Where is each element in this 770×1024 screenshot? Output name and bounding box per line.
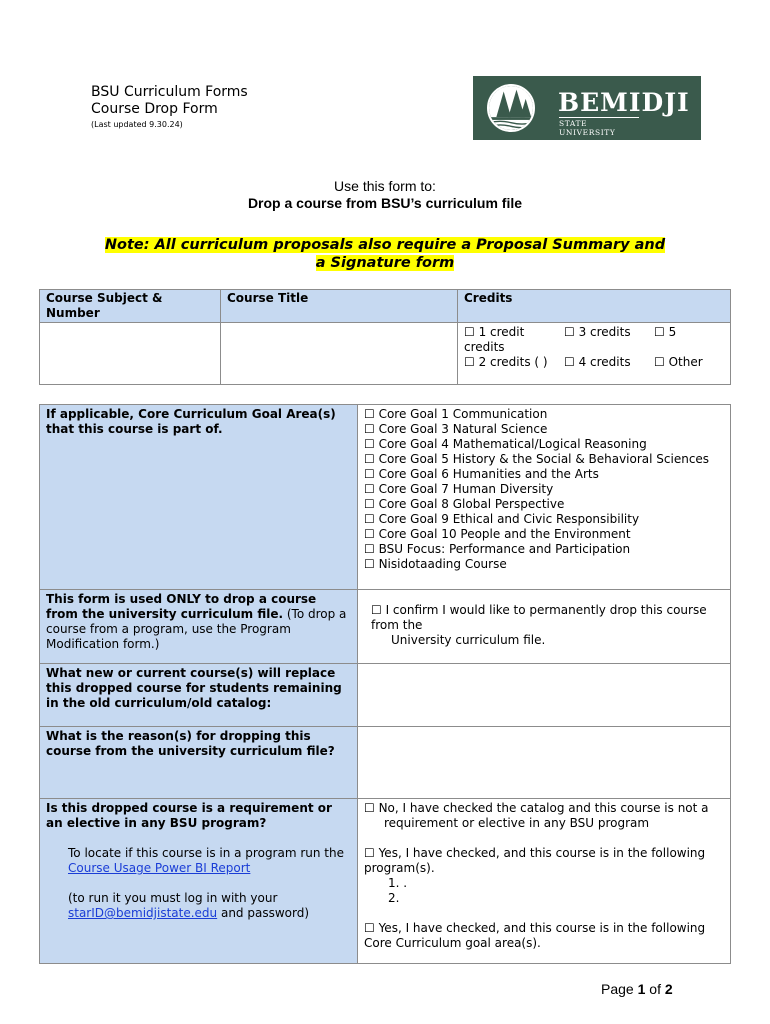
reason-label: What is the reason(s) for dropping this course from the university curriculum file? [40,727,358,799]
login-text-end: and password) [217,906,310,920]
course-title-field[interactable] [221,323,458,385]
intro-purpose: Drop a course from BSU’s curriculum file [247,195,523,211]
course-subject-field[interactable] [40,323,221,385]
logo-name: BEMIDJI [558,88,690,117]
requirement-label: Is this dropped course is a requirement or an elective in any BSU program? [46,801,332,830]
starid-email-link[interactable]: starID@bemidjistate.edu [68,906,218,920]
goal-6-checkbox[interactable]: ☐ Core Goal 6 Humanities and the Arts [364,467,599,481]
confirm-drop-checkbox[interactable]: ☐ I confirm I would like to permanently drop this course from the [371,603,707,632]
page-of: of [645,981,665,997]
confirm-drop-cell [358,590,731,664]
course-drop-table [39,404,731,964]
replacement-field[interactable] [358,664,731,727]
credit-2-checkbox[interactable]: ☐ 2 credits ( ) [464,355,548,369]
no-requirement-text: requirement or elective in any BSU program [384,816,650,830]
header-title: BSU Curriculum Forms [91,84,248,100]
last-updated: (Last updated 9.30.24) [91,120,183,129]
credit-3-checkbox[interactable]: ☐ 3 credits [564,325,631,339]
reason-field[interactable] [358,727,731,799]
course-info-table [39,289,731,385]
goal-3-checkbox[interactable]: ☐ Core Goal 3 Natural Science [364,422,548,436]
goal-10-checkbox[interactable]: ☐ Core Goal 10 People and the Environment [364,527,631,541]
header-subtitle: Course Drop Form [91,101,218,117]
pine-trees-icon [487,84,535,132]
page-total: 2 [664,981,673,997]
requirement-label-cell [40,799,358,964]
page-current: 1 [637,981,646,997]
goal-1-checkbox[interactable]: ☐ Core Goal 1 Communication [364,407,548,421]
replacement-label: What new or current course(s) will replace this dropped course for students remaining in the old curriculum/old catalog: [40,664,358,727]
form-header [91,84,248,131]
page-number [601,981,673,997]
col-title-header: Course Title [221,290,458,323]
yes-core-checkbox[interactable]: ☐ Yes, I have checked, and this course is in the following Core Curriculum goal area(s). [364,921,706,950]
credit-5-checkbox[interactable]: ☐ 5 [654,325,677,339]
login-text: (to run it you must log in with your [68,891,278,905]
goal-5-checkbox[interactable]: ☐ Core Goal 5 History & the Social & Behavioral Sciences [364,452,710,466]
note-line-1: Note: All curriculum proposals also require a Proposal Summary and [104,237,666,253]
only-drop-bold: This form is used ONLY to drop a course from the university curriculum file. [46,592,317,621]
note-line-2: a Signature form [315,255,455,271]
credit-4-checkbox[interactable]: ☐ 4 credits [564,355,631,369]
col-credits-header: Credits [458,290,731,323]
locate-instructions [46,846,351,876]
logo-subtitle: STATE UNIVERSITY [559,117,639,137]
credits-options [458,323,731,385]
goal-9-checkbox[interactable]: ☐ Core Goal 9 Ethical and Civic Responsibility [364,512,640,526]
program-list-item-2[interactable]: 2. [388,891,400,905]
goal-7-checkbox[interactable]: ☐ Core Goal 7 Human Diversity [364,482,554,496]
locate-text: To locate if this course is in a program run the [68,846,344,860]
goal-area-label: If applicable, Core Curriculum Goal Area(s) that this course is part of. [40,405,358,590]
requirement-options [358,799,731,964]
goal-area-options [358,405,731,590]
goal-4-checkbox[interactable]: ☐ Core Goal 4 Mathematical/Logical Reasoning [364,437,647,451]
program-list-item-1[interactable]: 1. . [388,876,408,890]
power-bi-report-link[interactable]: Course Usage Power BI Report [68,861,251,875]
only-drop-label [40,590,358,664]
page-label: Page [601,981,638,997]
login-instructions [46,891,351,921]
nisidotaading-checkbox[interactable]: ☐ Nisidotaading Course [364,557,507,571]
yes-program-checkbox[interactable]: ☐ Yes, I have checked, and this course is in the following program(s). [364,846,706,875]
only-drop-note: (To drop a course from a program, use the Program Modification form.) [46,607,347,651]
confirm-drop-text: University curriculum file. [391,633,546,647]
bemidji-logo [473,76,701,140]
col-subject-header: Course Subject & Number [40,290,221,323]
credit-1-checkbox[interactable]: ☐ 1 credit credits [464,325,525,354]
goal-8-checkbox[interactable]: ☐ Core Goal 8 Global Perspective [364,497,565,511]
credit-other-checkbox[interactable]: ☐ Other [654,355,703,369]
intro-line: Use this form to: [334,178,436,194]
proposal-note [85,236,685,272]
no-requirement-checkbox[interactable]: ☐ No, I have checked the catalog and this course is not a [364,801,709,815]
bsu-focus-checkbox[interactable]: ☐ BSU Focus: Performance and Participation [364,542,631,556]
